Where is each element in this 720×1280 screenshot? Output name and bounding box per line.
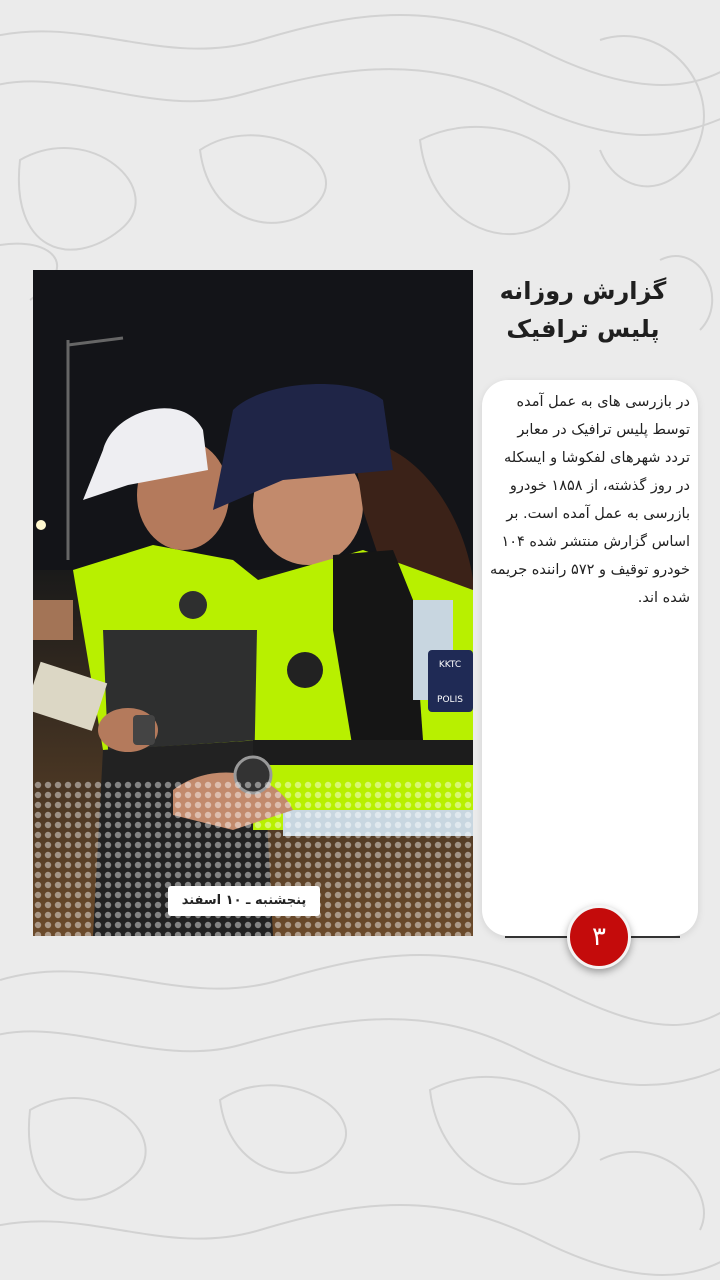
report-card [482, 380, 698, 936]
post-title [478, 272, 688, 348]
kktc-badge-text: KKTC [438, 660, 462, 670]
date-badge: پنجشنبه ـ ۱۰ اسفند [168, 886, 320, 916]
page-number-badge: ۳ [567, 905, 631, 969]
title-line-2: پلیس ترافیک [506, 315, 660, 343]
polis-badge-text: POLIS [437, 695, 463, 705]
report-body-text: در بازرسی های به عمل آمده توسط پلیس ترافیک در معابر تردد شهرهای لفکوشا و ایسکله در روز گذشته، از ۱۸۵۸ خودرو بازرسی به عمل آمده است. بر اساس گزارش منتشر شده ۱۰۴ خودرو توقیف و ۵۷۲ راننده جریمه شده اند. [490, 394, 690, 606]
title-line-1: گزارش روزانه [499, 277, 667, 305]
police-photo [33, 270, 473, 936]
